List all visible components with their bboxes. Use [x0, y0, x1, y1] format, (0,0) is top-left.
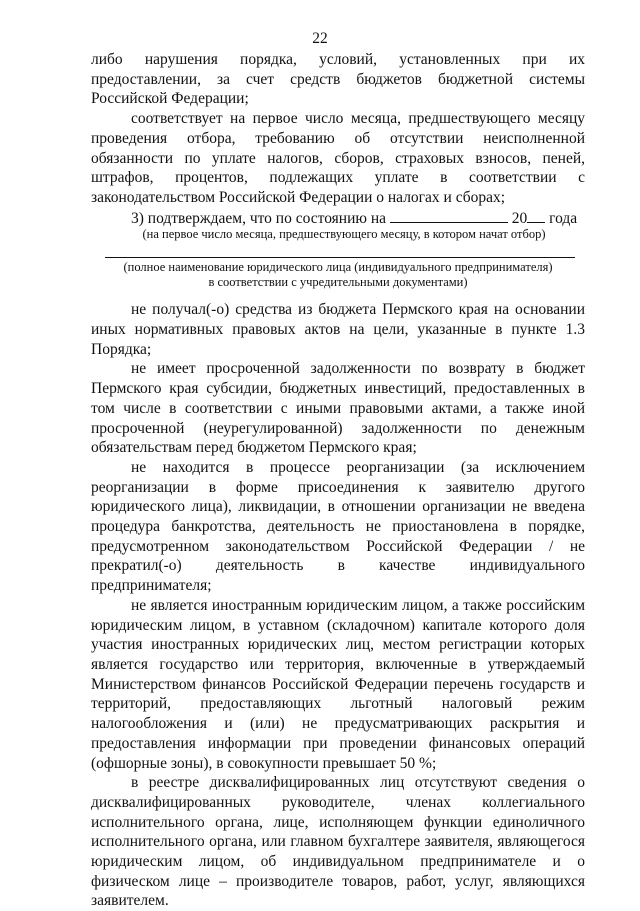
entity-note-line-1: (полное наименование юридического лица (индивидуального предпринимателя) — [123, 260, 553, 275]
condition-no-reorganization: не находится в процессе реорганизации (за исключением реорганизации в форме присоединения к заявителю другого юридического лица), ликвидации, в отношении организации не введена процедура банкротства, деятельность не приостановлена в порядке, предусмотренном законодательством Российской Федерации / не прекратил(-о) деятельность в качестве индивидуального предпринимателя; — [91, 458, 585, 595]
year-blank-field — [527, 208, 545, 223]
date-footnote: (на первое число месяца, предшествующего месяцу, в котором начат отбор) — [142, 227, 546, 242]
condition-disqualified-registry: в реестре дисквалифицированных лиц отсутствуют сведения о дисквалифицированных руководителе, членах коллегиального исполнительного органа, лице, исполняющем функции единоличного исполнительного органа, или главном бухгалтере заявителя, являющегося юридическим лицом, об индивидуальном предпринимателе и о физическом лице – производителе товаров, работ, услуг, являющихся заявителем. — [91, 774, 585, 910]
paragraph-tax-obligations: соответствует на первое число месяца, предшествующего месяцу проведения отбора, требованию об отсутствии неисполненной обязанности по уплате налогов, сборов, страховых взносов, пеней, штрафов, процентов, подлежащих уплате в соответствии с законодательством Российской Федерации о налогах и сборах; — [91, 110, 585, 206]
paragraph-continuation: либо нарушения порядка, условий, установленных при их предоставлении, за счет средств бюджетов бюджетной системы Российской Федерации; — [91, 51, 585, 108]
date-line-year-prefix: 20 — [511, 209, 528, 227]
page-number: 22 — [312, 30, 328, 47]
condition-not-foreign-entity: не является иностранным юридическим лицом, а также российским юридическим лицом, в уставном (складочном) капитале которого доля участия иностранных юридических лиц, местом регистрации которых является государство или территория, включенные в утверждаемый Министерством финансов Российской Федерации перечень государств и территорий, предоставляющих льготный налоговый режим налогообложения и (или) не предусматривающих раскрытия и предоставления информации при проведении финансовых операций (офшорные зоны), в совокупности превышает 50 %; — [91, 596, 585, 772]
entity-note-line-2: в соответствии с учредительными документами) — [208, 275, 468, 290]
date-line-prefix: 3) подтверждаем, что по состоянию на — [131, 209, 386, 227]
condition-no-overdue-debt: не имеет просроченной задолженности по возврату в бюджет Пермского края субсидии, бюджетных инвестиций, предоставленных в том числе в соответствии с иными правовыми актами, а также иной просроченной (неурегулированной) задолженности по денежным обязательствам перед бюджетом Пермского края; — [91, 360, 585, 457]
date-line-suffix: года — [549, 209, 578, 227]
entity-name-blank-line — [105, 257, 575, 258]
condition-no-budget-funds: не получал(-о) средства из бюджета Пермского края на основании иных нормативных правовых актов на цели, указанные в пункте 1.3 Порядка; — [91, 301, 585, 358]
document-body — [91, 50, 585, 911]
date-blank-field — [390, 208, 508, 223]
confirmation-date-line — [91, 208, 585, 229]
